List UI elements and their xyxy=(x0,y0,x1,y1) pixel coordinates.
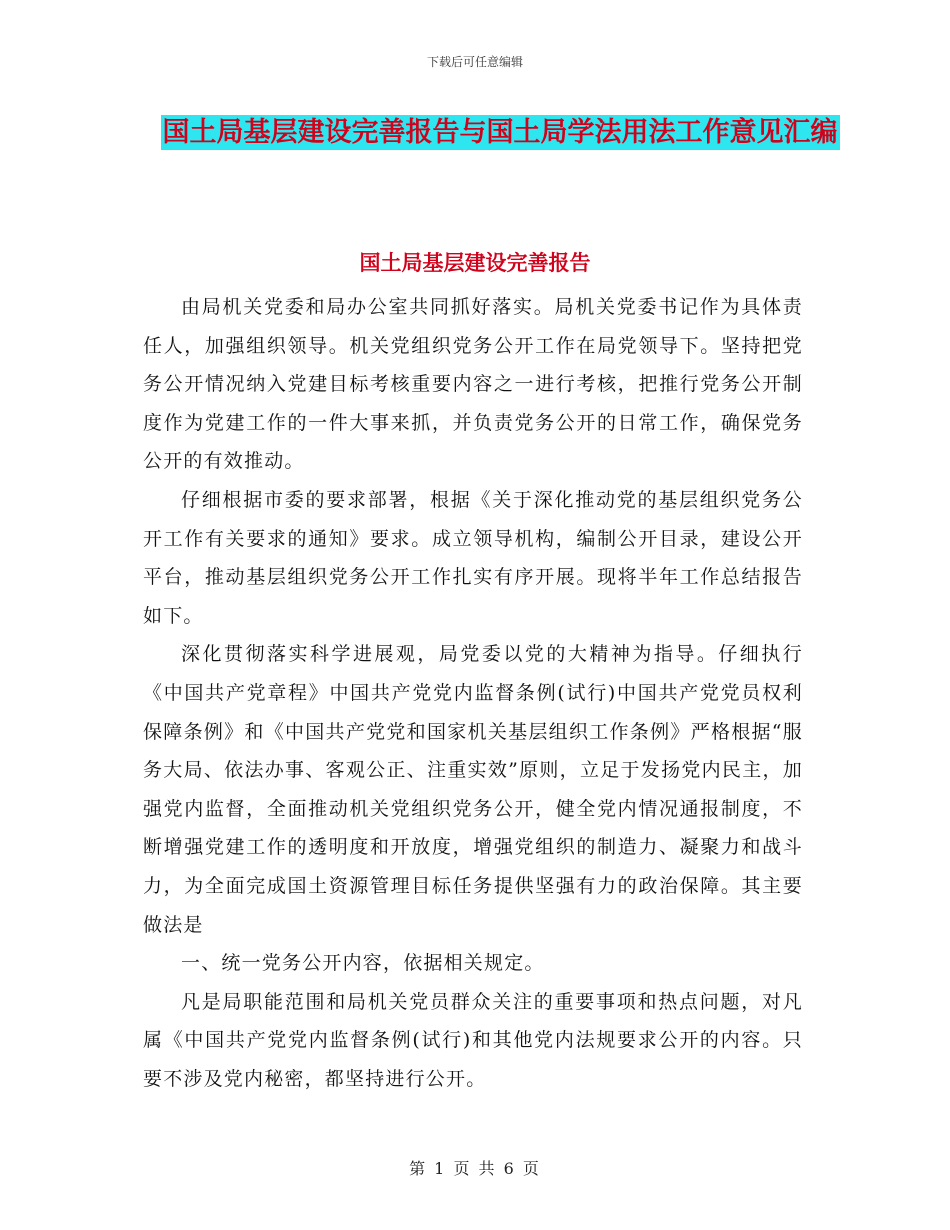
page-number: 第 1 页 共 6 页 xyxy=(409,1159,541,1178)
paragraph-1: 由局机关党委和局办公室共同抓好落实。局机关党委书记作为具体责任人，加强组织领导。机关党组织党务公开工作在局党领导下。坚持把党务公开情况纳入党建目标考核重要内容之一进行考核，把推行党务公开制度作为党建工作的一件大事来抓，并负责党务公开的日常工作，确保党务公开的有效推动。 xyxy=(143,296,803,473)
section-title: 国土局基层建设完善报告 xyxy=(359,251,591,275)
document-title-text: 国土局基层建设完善报告与国土局学法用法工作意见汇编 xyxy=(162,117,838,148)
header-note: 下载后可任意编辑 xyxy=(426,55,523,69)
paragraph-3: 深化贯彻落实科学进展观，局党委以党的大精神为指导。仔细执行《中国共产党章程》中国共产党党内监督条例(试行)中国共产党党员权利保障条例》和《中国共产党党和国家机关基层组织工作条例》严格根据“服务大局、依法办事、客观公正、注重实效”原则，立足于发扬党内民主，加强党内监督，全面推动机关党组织党务公开，健全党内情况通报制度，不断增强党建工作的透明度和开放度，增强党组织的制造力、凝聚力和战斗力，为全面完成国土资源管理目标任务提供坚强有力的政治保障。其主要做法是 xyxy=(143,643,803,936)
paragraph-2: 仔细根据市委的要求部署，根据《关于深化推动党的基层组织党务公开工作有关要求的通知》要求。成立领导机构，编制公开目录，建设公开平台，推动基层组织党务公开工作扎实有序开展。现将半年工作总结报告如下。 xyxy=(143,488,803,627)
paragraph-5: 凡是局职能范围和局机关党员群众关注的重要事项和热点问题，对凡属《中国共产党党内监督条例(试行)和其他党内法规要求公开的内容。只要不涉及党内秘密，都坚持进行公开。 xyxy=(143,990,803,1090)
paragraph-4: 一、统一党务公开内容，依据相关规定。 xyxy=(181,952,545,975)
document-title xyxy=(140,108,860,158)
document-body xyxy=(143,288,803,1098)
